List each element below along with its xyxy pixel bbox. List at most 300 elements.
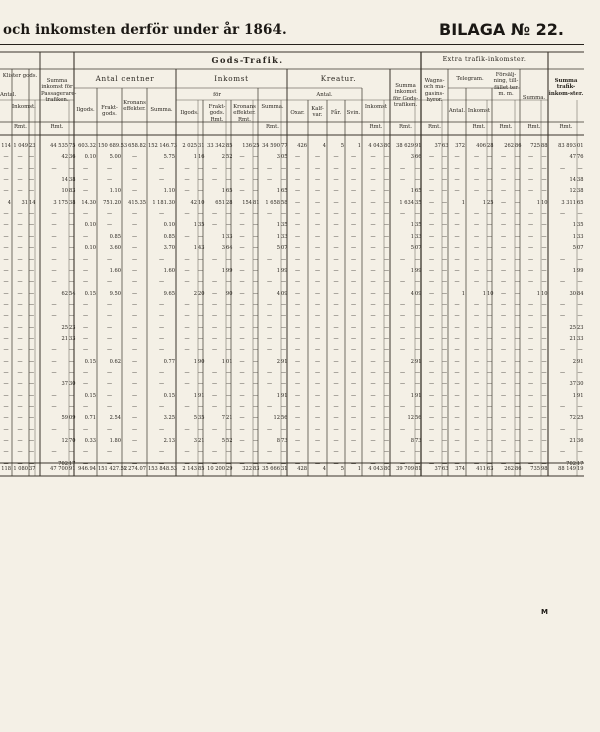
- table-cell: —: [527, 301, 534, 308]
- table-cell: —: [106, 347, 113, 354]
- table-cell: 56: [415, 415, 422, 422]
- wagns-header: Wagns- och ma-gasins-hyror.: [423, 78, 446, 103]
- table-cell: —: [266, 460, 273, 467]
- table-cell: —: [500, 290, 507, 297]
- table-cell: —: [29, 256, 35, 263]
- table-cell: 52: [226, 438, 233, 445]
- table-cell: —: [399, 313, 406, 320]
- table-cell: 702: [566, 460, 576, 467]
- table-cell: —: [131, 301, 138, 308]
- table-cell: —: [384, 370, 390, 376]
- table-cell: —: [211, 313, 218, 320]
- table-cell: —: [239, 290, 245, 297]
- table-cell: —: [428, 404, 435, 411]
- table-cell: —: [350, 256, 357, 263]
- table-cell: —: [428, 290, 435, 297]
- table-cell: —: [211, 290, 218, 297]
- table-cell: —: [198, 449, 204, 456]
- table-cell: —: [184, 279, 190, 286]
- table-cell: —: [29, 449, 35, 456]
- table-cell: 3 311: [561, 199, 576, 206]
- table-cell: —: [428, 165, 435, 172]
- table-cell: —: [266, 301, 273, 308]
- table-cell: —: [29, 279, 35, 286]
- table-cell: 1: [193, 358, 197, 365]
- table-cell: —: [253, 267, 259, 274]
- table-cell: —: [239, 245, 245, 252]
- table-cell: —: [473, 211, 480, 218]
- table-cell: 28: [487, 143, 494, 149]
- table-cell: —: [17, 460, 23, 467]
- table-cell: —: [253, 177, 259, 184]
- total-cell: 39 709: [396, 466, 414, 472]
- table-cell: —: [333, 177, 339, 184]
- total-cell: 4 043: [368, 466, 383, 472]
- table-cell: —: [515, 335, 521, 342]
- table-cell: —: [487, 460, 493, 467]
- table-cell: 10: [541, 290, 548, 297]
- table-cell: —: [370, 154, 376, 161]
- table-cell: —: [29, 381, 35, 388]
- table-cell: —: [415, 301, 421, 308]
- table-cell: —: [515, 154, 521, 161]
- table-cell: 1: [410, 392, 414, 399]
- table-cell: —: [226, 313, 232, 320]
- table-cell: —: [29, 211, 35, 218]
- table-cell: —: [3, 222, 9, 229]
- table-cell: —: [253, 313, 259, 320]
- table-cell: —: [442, 199, 448, 206]
- table-cell: —: [350, 392, 357, 399]
- table-cell: 91: [415, 143, 422, 149]
- table-cell: 99: [226, 267, 233, 274]
- table-cell: —: [211, 301, 218, 308]
- table-cell: —: [253, 404, 259, 411]
- table-cell: —: [527, 404, 534, 411]
- table-cell: —: [29, 245, 35, 252]
- table-cell: —: [577, 279, 583, 286]
- table-cell: —: [131, 154, 138, 161]
- oxar-header: Oxar.: [290, 110, 305, 116]
- table-cell: —: [239, 279, 245, 286]
- table-cell: —: [527, 370, 534, 376]
- table-cell: 83 893: [558, 143, 576, 149]
- table-cell: —: [266, 177, 273, 184]
- table-cell: 17: [577, 460, 584, 467]
- table-cell: —: [384, 233, 390, 240]
- table-cell: —: [515, 381, 521, 388]
- table-cell: 91: [281, 358, 288, 365]
- table-cell: —: [211, 381, 218, 388]
- table-cell: —: [82, 381, 89, 388]
- table-cell: —: [577, 256, 583, 263]
- table-cell: 0.15: [163, 392, 175, 399]
- table-cell: —: [82, 404, 89, 411]
- table-cell: —: [541, 381, 547, 388]
- table-cell: —: [198, 426, 204, 433]
- table-cell: —: [253, 324, 259, 331]
- table-cell: —: [473, 404, 480, 411]
- table-cell: —: [314, 222, 321, 229]
- table-cell: —: [253, 222, 259, 229]
- table-cell: —: [3, 313, 9, 320]
- table-cell: —: [454, 347, 460, 354]
- table-cell: —: [442, 222, 448, 229]
- table-cell: —: [184, 370, 190, 376]
- table-cell: —: [333, 449, 339, 456]
- table-cell: —: [158, 426, 165, 433]
- table-cell: —: [399, 165, 406, 172]
- table-cell: —: [29, 324, 35, 331]
- table-cell: 38 629: [396, 143, 414, 149]
- table-cell: —: [454, 404, 460, 411]
- table-cell: 152 146.73: [148, 143, 178, 149]
- table-cell: —: [473, 324, 480, 331]
- table-cell: —: [487, 404, 493, 411]
- table-cell: —: [314, 290, 321, 297]
- table-cell: 91: [415, 392, 422, 399]
- signature-mark: M: [541, 608, 548, 616]
- table-cell: —: [473, 279, 480, 286]
- table-cell: —: [226, 347, 232, 354]
- table-cell: —: [106, 211, 113, 218]
- table-cell: 23: [29, 143, 36, 149]
- table-cell: —: [487, 154, 493, 161]
- table-cell: —: [399, 426, 406, 433]
- table-cell: —: [239, 415, 245, 422]
- table-cell: —: [253, 188, 259, 195]
- table-cell: 1: [276, 267, 280, 274]
- table-cell: —: [527, 438, 534, 445]
- table-cell: —: [184, 449, 190, 456]
- table-cell: —: [184, 324, 190, 331]
- table-cell: 09: [281, 290, 288, 297]
- total-cell: 411: [476, 466, 486, 472]
- table-cell: —: [473, 256, 480, 263]
- table-cell: —: [415, 347, 421, 354]
- table-cell: —: [527, 392, 534, 399]
- table-cell: —: [239, 426, 245, 433]
- table-cell: —: [500, 256, 507, 263]
- table-cell: 5.00: [109, 154, 121, 161]
- table-cell: —: [3, 301, 9, 308]
- table-cell: 0.15: [84, 358, 96, 365]
- table-cell: —: [3, 370, 9, 376]
- table-cell: —: [82, 301, 89, 308]
- table-cell: 91: [198, 392, 205, 399]
- table-cell: —: [487, 222, 493, 229]
- table-cell: —: [198, 313, 204, 320]
- table-cell: —: [17, 438, 23, 445]
- table-cell: —: [69, 347, 75, 354]
- table-cell: —: [198, 381, 204, 388]
- table-cell: —: [158, 460, 165, 467]
- table-cell: 35: [281, 222, 288, 229]
- forsaljning-header: Försälj-ning, till-fället ter m. m.: [493, 72, 519, 97]
- table-cell: 150 689.53: [98, 143, 128, 149]
- table-cell: —: [314, 279, 321, 286]
- table-cell: —: [281, 211, 287, 218]
- table-cell: —: [226, 165, 232, 172]
- table-cell: —: [415, 177, 421, 184]
- table-cell: —: [226, 335, 232, 342]
- table-cell: —: [158, 404, 165, 411]
- table-cell: —: [314, 324, 321, 331]
- table-cell: 1: [461, 199, 465, 206]
- table-cell: 14: [29, 199, 36, 206]
- table-cell: —: [158, 370, 165, 376]
- table-cell: —: [211, 256, 218, 263]
- table-cell: —: [253, 256, 259, 263]
- table-cell: 1: [536, 290, 540, 297]
- table-cell: —: [82, 335, 89, 342]
- table-cell: —: [131, 165, 138, 172]
- table-cell: —: [184, 335, 190, 342]
- table-cell: —: [239, 165, 245, 172]
- table-cell: 21: [198, 438, 205, 445]
- table-cell: —: [131, 313, 138, 320]
- table-cell: —: [370, 381, 376, 388]
- table-cell: 35: [577, 222, 584, 229]
- table-cell: —: [314, 177, 321, 184]
- table-cell: —: [3, 256, 9, 263]
- table-cell: —: [399, 301, 406, 308]
- table-cell: —: [294, 324, 301, 331]
- table-cell: —: [415, 313, 421, 320]
- table-cell: 702: [58, 460, 68, 467]
- total-cell: 1 080: [13, 466, 28, 472]
- table-cell: —: [51, 256, 57, 263]
- table-cell: 33: [577, 233, 584, 240]
- table-cell: —: [541, 279, 547, 286]
- table-cell: —: [487, 313, 493, 320]
- table-cell: 76: [577, 154, 584, 161]
- table-cell: —: [314, 438, 321, 445]
- table-cell: 0.33: [84, 438, 96, 445]
- table-cell: —: [184, 177, 190, 184]
- table-cell: 5.75: [163, 154, 175, 161]
- table-cell: —: [333, 256, 339, 263]
- table-cell: —: [333, 199, 339, 206]
- table-cell: —: [198, 370, 204, 376]
- table-cell: —: [253, 301, 259, 308]
- table-cell: 91: [415, 358, 422, 365]
- table-cell: —: [266, 279, 273, 286]
- table-cell: 1: [193, 245, 197, 252]
- table-cell: —: [239, 177, 245, 184]
- table-cell: —: [473, 426, 480, 433]
- table-cell: —: [442, 392, 448, 399]
- table-cell: —: [69, 358, 75, 365]
- table-cell: —: [333, 267, 339, 274]
- table-cell: —: [3, 460, 9, 467]
- table-cell: —: [370, 404, 376, 411]
- table-cell: 154: [242, 199, 252, 206]
- table-cell: 0.10: [84, 154, 96, 161]
- table-cell: —: [106, 324, 113, 331]
- table-cell: 651: [215, 199, 225, 206]
- table-cell: —: [577, 347, 583, 354]
- total-cell: 37: [29, 466, 36, 472]
- table-cell: 1.10: [163, 188, 175, 195]
- table-cell: —: [442, 347, 448, 354]
- table-cell: —: [3, 279, 9, 286]
- table-cell: —: [198, 279, 204, 286]
- table-cell: —: [527, 177, 534, 184]
- table-cell: —: [314, 347, 321, 354]
- table-cell: —: [239, 324, 245, 331]
- table-cell: —: [29, 460, 35, 467]
- table-cell: 80: [384, 143, 391, 149]
- table-cell: 77: [281, 143, 288, 149]
- table-cell: —: [500, 438, 507, 445]
- table-cell: 0.10: [84, 245, 96, 252]
- table-cell: —: [3, 335, 9, 342]
- table-cell: —: [515, 222, 521, 229]
- table-cell: —: [184, 188, 190, 195]
- table-cell: —: [198, 324, 204, 331]
- table-cell: 65: [281, 188, 288, 195]
- antal-summa-header: Summa.: [150, 107, 173, 113]
- table-cell: —: [541, 313, 547, 320]
- table-cell: 136: [242, 143, 252, 149]
- table-cell: —: [350, 381, 357, 388]
- table-cell: 4 043: [368, 143, 383, 149]
- table-cell: —: [541, 245, 547, 252]
- table-cell: —: [541, 392, 547, 399]
- telegram-antal-header: Antal.: [448, 108, 466, 114]
- table-cell: —: [415, 426, 421, 433]
- table-cell: —: [69, 426, 75, 433]
- table-cell: —: [428, 256, 435, 263]
- table-cell: 65: [226, 188, 233, 195]
- table-cell: —: [515, 256, 521, 263]
- table-cell: 10: [487, 290, 494, 297]
- table-cell: —: [415, 324, 421, 331]
- table-cell: —: [131, 245, 138, 252]
- table-cell: —: [253, 211, 259, 218]
- table-cell: —: [131, 438, 138, 445]
- table-cell: —: [184, 211, 190, 218]
- table-cell: —: [527, 279, 534, 286]
- table-cell: —: [17, 370, 23, 376]
- table-cell: —: [428, 324, 435, 331]
- table-cell: —: [541, 165, 547, 172]
- table-cell: —: [184, 165, 190, 172]
- total-cell: 63: [442, 466, 449, 472]
- gods-trafik-title: Gods-Trafik.: [211, 55, 284, 65]
- table-cell: 63: [442, 143, 449, 149]
- table-cell: —: [559, 449, 566, 456]
- table-cell: —: [415, 460, 421, 467]
- table-cell: —: [333, 313, 339, 320]
- table-cell: —: [541, 267, 547, 274]
- table-cell: —: [500, 177, 507, 184]
- table-cell: 5: [276, 245, 280, 252]
- table-cell: —: [559, 165, 566, 172]
- table-cell: 75: [69, 143, 76, 149]
- table-cell: —: [454, 165, 460, 172]
- table-cell: —: [106, 426, 113, 433]
- table-cell: —: [253, 358, 259, 365]
- table-cell: —: [515, 279, 521, 286]
- total-cell: 63: [487, 466, 494, 472]
- table-cell: 31: [198, 143, 205, 149]
- table-cell: —: [266, 381, 273, 388]
- table-cell: 4: [7, 199, 11, 206]
- table-cell: —: [29, 347, 35, 354]
- table-cell: —: [131, 415, 138, 422]
- table-cell: —: [184, 313, 190, 320]
- table-cell: 12: [273, 415, 280, 422]
- table-cell: —: [51, 233, 57, 240]
- table-cell: —: [350, 426, 357, 433]
- table-cell: 1: [193, 392, 197, 399]
- table-cell: 28: [226, 199, 233, 206]
- total-cell: 98: [541, 466, 548, 472]
- table-cell: 62: [61, 290, 68, 297]
- table-cell: —: [442, 245, 448, 252]
- table-cell: —: [266, 211, 273, 218]
- table-cell: —: [131, 392, 138, 399]
- table-cell: —: [527, 415, 534, 422]
- table-cell: —: [253, 460, 259, 467]
- table-cell: —: [69, 267, 75, 274]
- table-cell: —: [294, 290, 301, 297]
- table-cell: —: [314, 335, 321, 342]
- table-cell: 70: [69, 438, 76, 445]
- kronans-header: Kronans effekter.: [123, 100, 146, 113]
- table-cell: —: [131, 347, 138, 354]
- table-cell: —: [515, 165, 521, 172]
- table-cell: —: [198, 188, 204, 195]
- table-cell: —: [69, 449, 75, 456]
- table-cell: —: [350, 177, 357, 184]
- table-cell: —: [500, 370, 507, 376]
- table-cell: 0.15: [84, 392, 96, 399]
- table-cell: —: [3, 392, 9, 399]
- total-cell: 81: [415, 466, 422, 472]
- table-cell: 4: [276, 290, 280, 297]
- table-cell: 3.60: [109, 245, 121, 252]
- table-cell: —: [314, 381, 321, 388]
- table-cell: 1 658: [265, 199, 280, 206]
- table-cell: —: [350, 199, 357, 206]
- table-cell: —: [131, 290, 138, 297]
- table-cell: —: [131, 358, 138, 365]
- table-cell: —: [370, 358, 376, 365]
- table-cell: —: [350, 222, 357, 229]
- table-cell: 33: [415, 233, 422, 240]
- table-cell: —: [541, 370, 547, 376]
- table-cell: 4: [410, 290, 414, 297]
- table-cell: 65: [415, 188, 422, 195]
- table-cell: —: [527, 222, 534, 229]
- table-cell: 1: [536, 199, 540, 206]
- table-cell: —: [69, 245, 75, 252]
- table-cell: 2: [193, 290, 197, 297]
- table-cell: —: [384, 222, 390, 229]
- table-cell: —: [515, 426, 521, 433]
- table-cell: 09: [415, 290, 422, 297]
- table-cell: —: [370, 199, 376, 206]
- table-cell: —: [500, 460, 507, 467]
- table-cell: 3: [193, 438, 197, 445]
- table-cell: —: [198, 460, 204, 467]
- fraktgods-header: Frakt-gods.: [101, 105, 118, 118]
- table-cell: —: [442, 335, 448, 342]
- table-cell: 38: [69, 177, 76, 184]
